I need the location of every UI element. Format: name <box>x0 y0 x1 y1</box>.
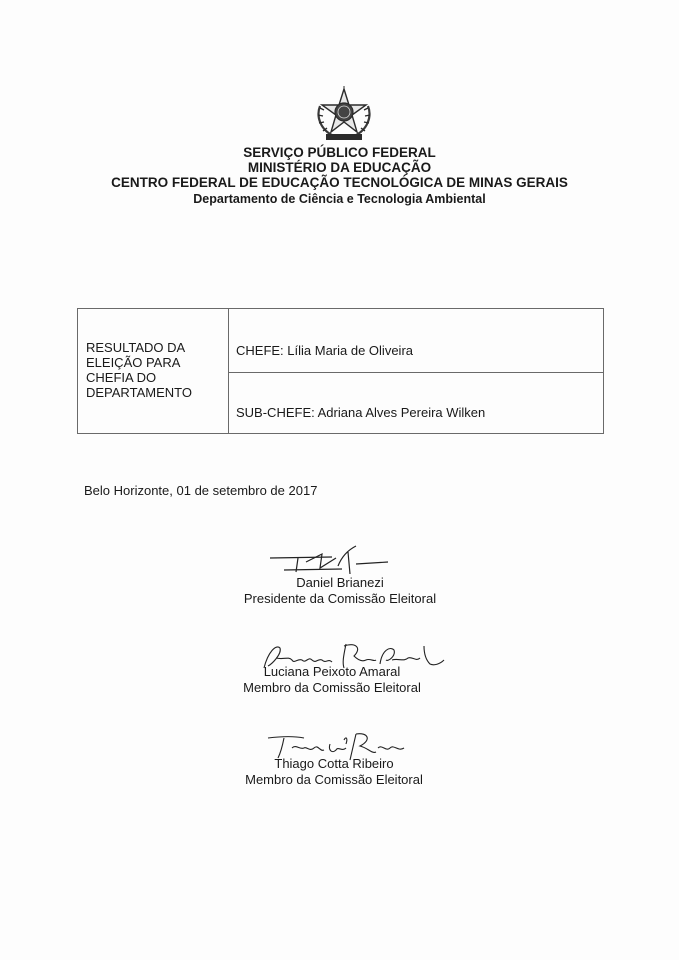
letterhead-line-3: CENTRO FEDERAL DE EDUCAÇÃO TECNOLÓGICA DE MINAS GERAIS <box>111 175 568 190</box>
result-heading-cell <box>78 309 229 433</box>
signatory-block <box>174 756 494 788</box>
result-heading <box>86 340 216 400</box>
signatory-block <box>172 664 492 696</box>
brasao-republica-icon <box>312 86 376 144</box>
result-heading-line: CHEFIA DO <box>86 370 157 385</box>
table-row-divider <box>229 372 603 373</box>
signatory-name: Thiago Cotta Ribeiro <box>274 756 394 771</box>
letterhead-line-2: MINISTÉRIO DA EDUCAÇÃO <box>247 160 432 175</box>
letterhead-department: Departamento de Ciência e Tecnologia Ambiental <box>193 192 486 206</box>
letterhead-line-1: SERVIÇO PÚBLICO FEDERAL <box>243 145 436 160</box>
sub-chefe-cell: SUB-CHEFE: Adriana Alves Pereira Wilken <box>236 405 486 420</box>
city-date: Belo Horizonte, 01 de setembro de 2017 <box>84 483 318 498</box>
chefe-cell: CHEFE: Lília Maria de Oliveira <box>236 343 413 358</box>
result-heading-line: DEPARTAMENTO <box>86 385 192 400</box>
election-result-table <box>77 308 604 434</box>
signatory-name: Daniel Brianezi <box>296 575 384 590</box>
signatory-name: Luciana Peixoto Amaral <box>263 664 401 679</box>
result-heading-line: ELEIÇÃO PARA <box>86 355 181 370</box>
signatory-block <box>180 575 500 607</box>
signatory-role: Membro da Comissão Eleitoral <box>243 680 421 695</box>
signatory-role: Membro da Comissão Eleitoral <box>245 772 423 787</box>
result-heading-line: RESULTADO DA <box>86 340 186 355</box>
signatory-role: Presidente da Comissão Eleitoral <box>243 591 437 606</box>
